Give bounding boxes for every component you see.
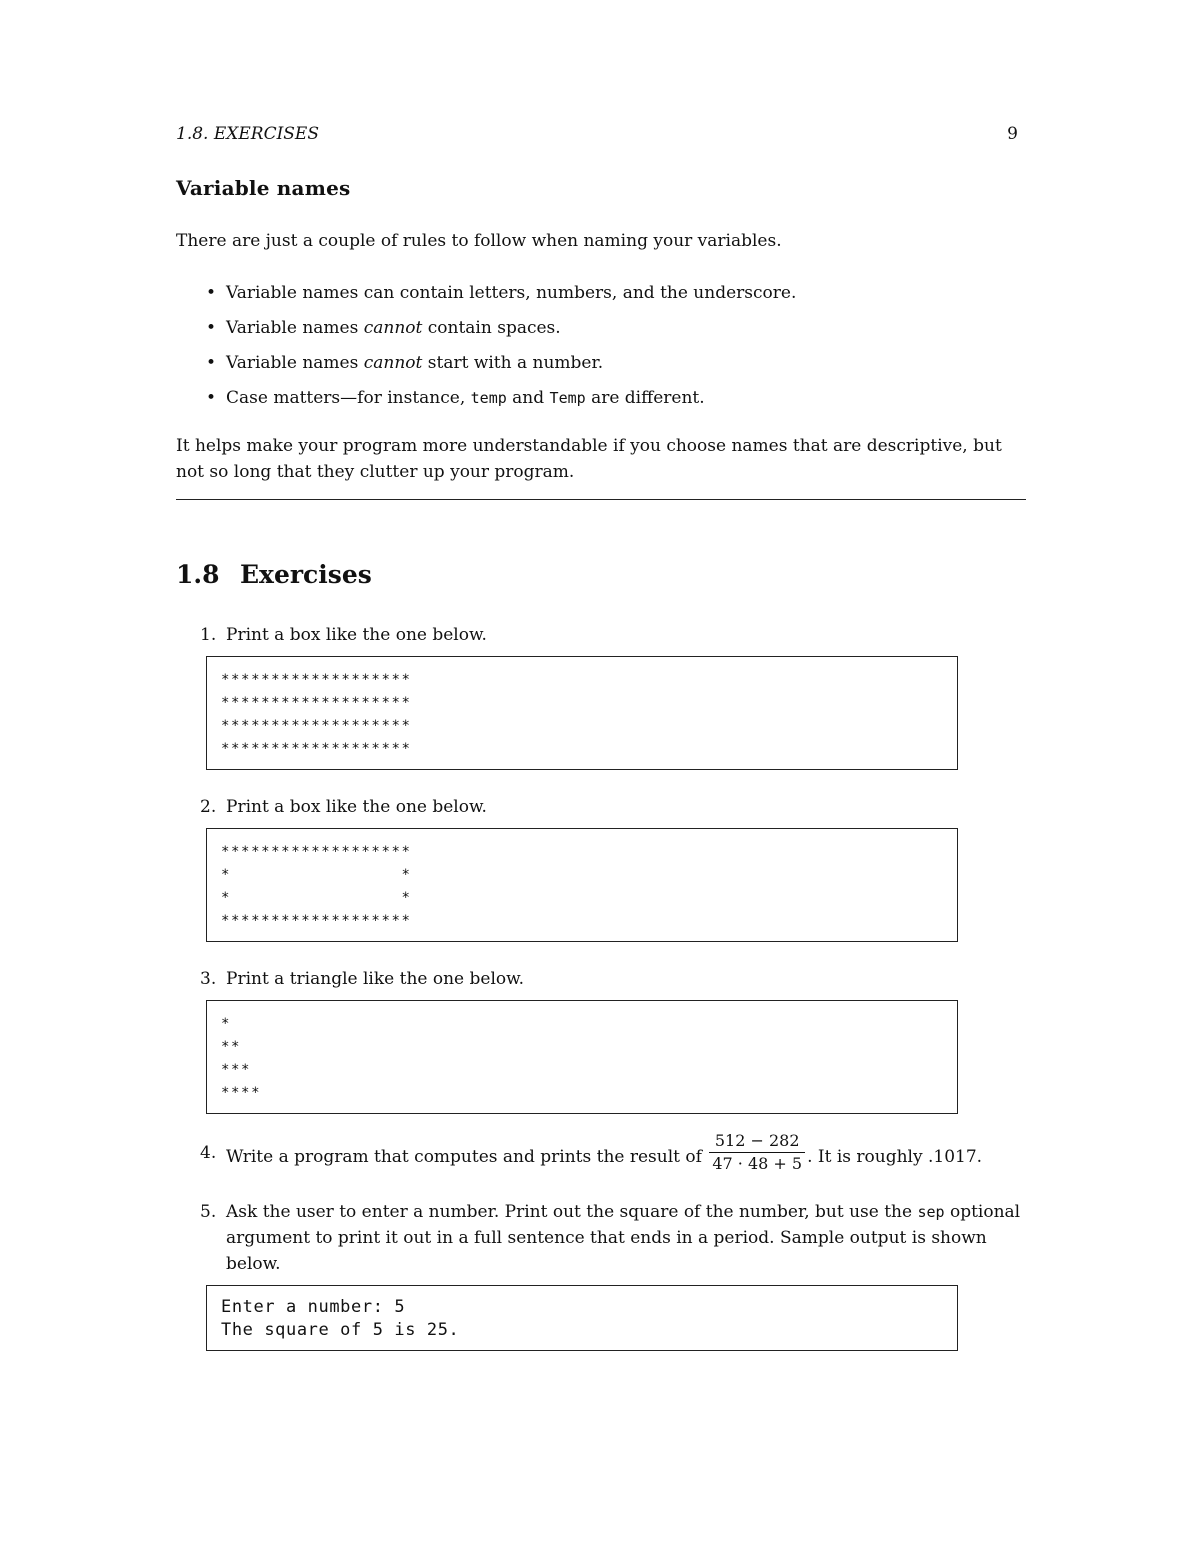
output-box: ******************* * * * * ******************* (206, 828, 958, 942)
exercise-list (176, 622, 1026, 1351)
section-title (176, 560, 1026, 589)
exercise-3 (176, 966, 1026, 992)
fraction (709, 1130, 805, 1175)
output-box: Enter a number: 5 The square of 5 is 25. (206, 1285, 958, 1351)
bullet-icon: • (206, 318, 217, 338)
exercise-text: Print a box like the one below. (226, 797, 487, 817)
section-title-text: Exercises (240, 560, 372, 589)
divider (176, 499, 1026, 500)
exercise-text: Print a box like the one below. (226, 625, 487, 645)
exercise-number: 5. (200, 1202, 217, 1222)
list-item: • Variable names cannot contain spaces. (176, 315, 1026, 341)
list-item: • Case matters—for instance, temp and Temp are different. (176, 385, 1026, 411)
exercise-5: 5. Ask the user to enter a number. Print out the square of the number, but use the sep optional argument to print it out in a full sentence that ends in a period. Sample output is shown below. (176, 1199, 1026, 1277)
bullet-icon: • (206, 388, 217, 408)
exercise-1 (176, 622, 1026, 648)
exercise-2 (176, 794, 1026, 820)
box-closing: It helps make your program more understandable if you choose names that are descriptive, but not so long that they clutter up your program. (176, 436, 1002, 482)
bullet-icon: • (206, 353, 217, 373)
page-number: 9 (1007, 124, 1018, 144)
list-item: • Variable names can contain letters, numbers, and the underscore. (176, 280, 1026, 306)
inline-code: sep (917, 1203, 945, 1221)
exercise-text: Print a triangle like the one below. (226, 969, 525, 989)
variable-names-box (176, 176, 1026, 500)
section-number: 1.8 (176, 560, 220, 589)
inline-code: Temp (549, 389, 586, 407)
fraction-denominator: 47 · 48 + 5 (712, 1154, 803, 1173)
list-item: • Variable names cannot start with a number. (176, 350, 1026, 376)
fraction-numerator: 512 − 282 (709, 1130, 805, 1153)
running-head (176, 124, 1026, 148)
rules-list (176, 280, 1026, 411)
exercise-number: 2. (200, 797, 217, 817)
bullet-icon: • (206, 283, 217, 303)
running-head-section: 1.8. EXERCISES (176, 124, 319, 144)
exercise-number: 4. (200, 1143, 217, 1163)
inline-code: temp (470, 389, 507, 407)
exercise-number: 3. (200, 969, 217, 989)
box-heading: Variable names (176, 176, 351, 200)
box-intro: There are just a couple of rules to follow when naming your variables. (176, 231, 782, 251)
output-box: * ** *** **** (206, 1000, 958, 1114)
exercise-4: 4. Write a program that computes and prints the result of $\frac{512 - 282}{47 \cdot 48 + 5}$ . It is roughly .1017. (200, 1131, 983, 1173)
output-box: ******************* ******************* ******************* ******************* (206, 656, 958, 770)
exercise-number: 1. (200, 625, 217, 645)
